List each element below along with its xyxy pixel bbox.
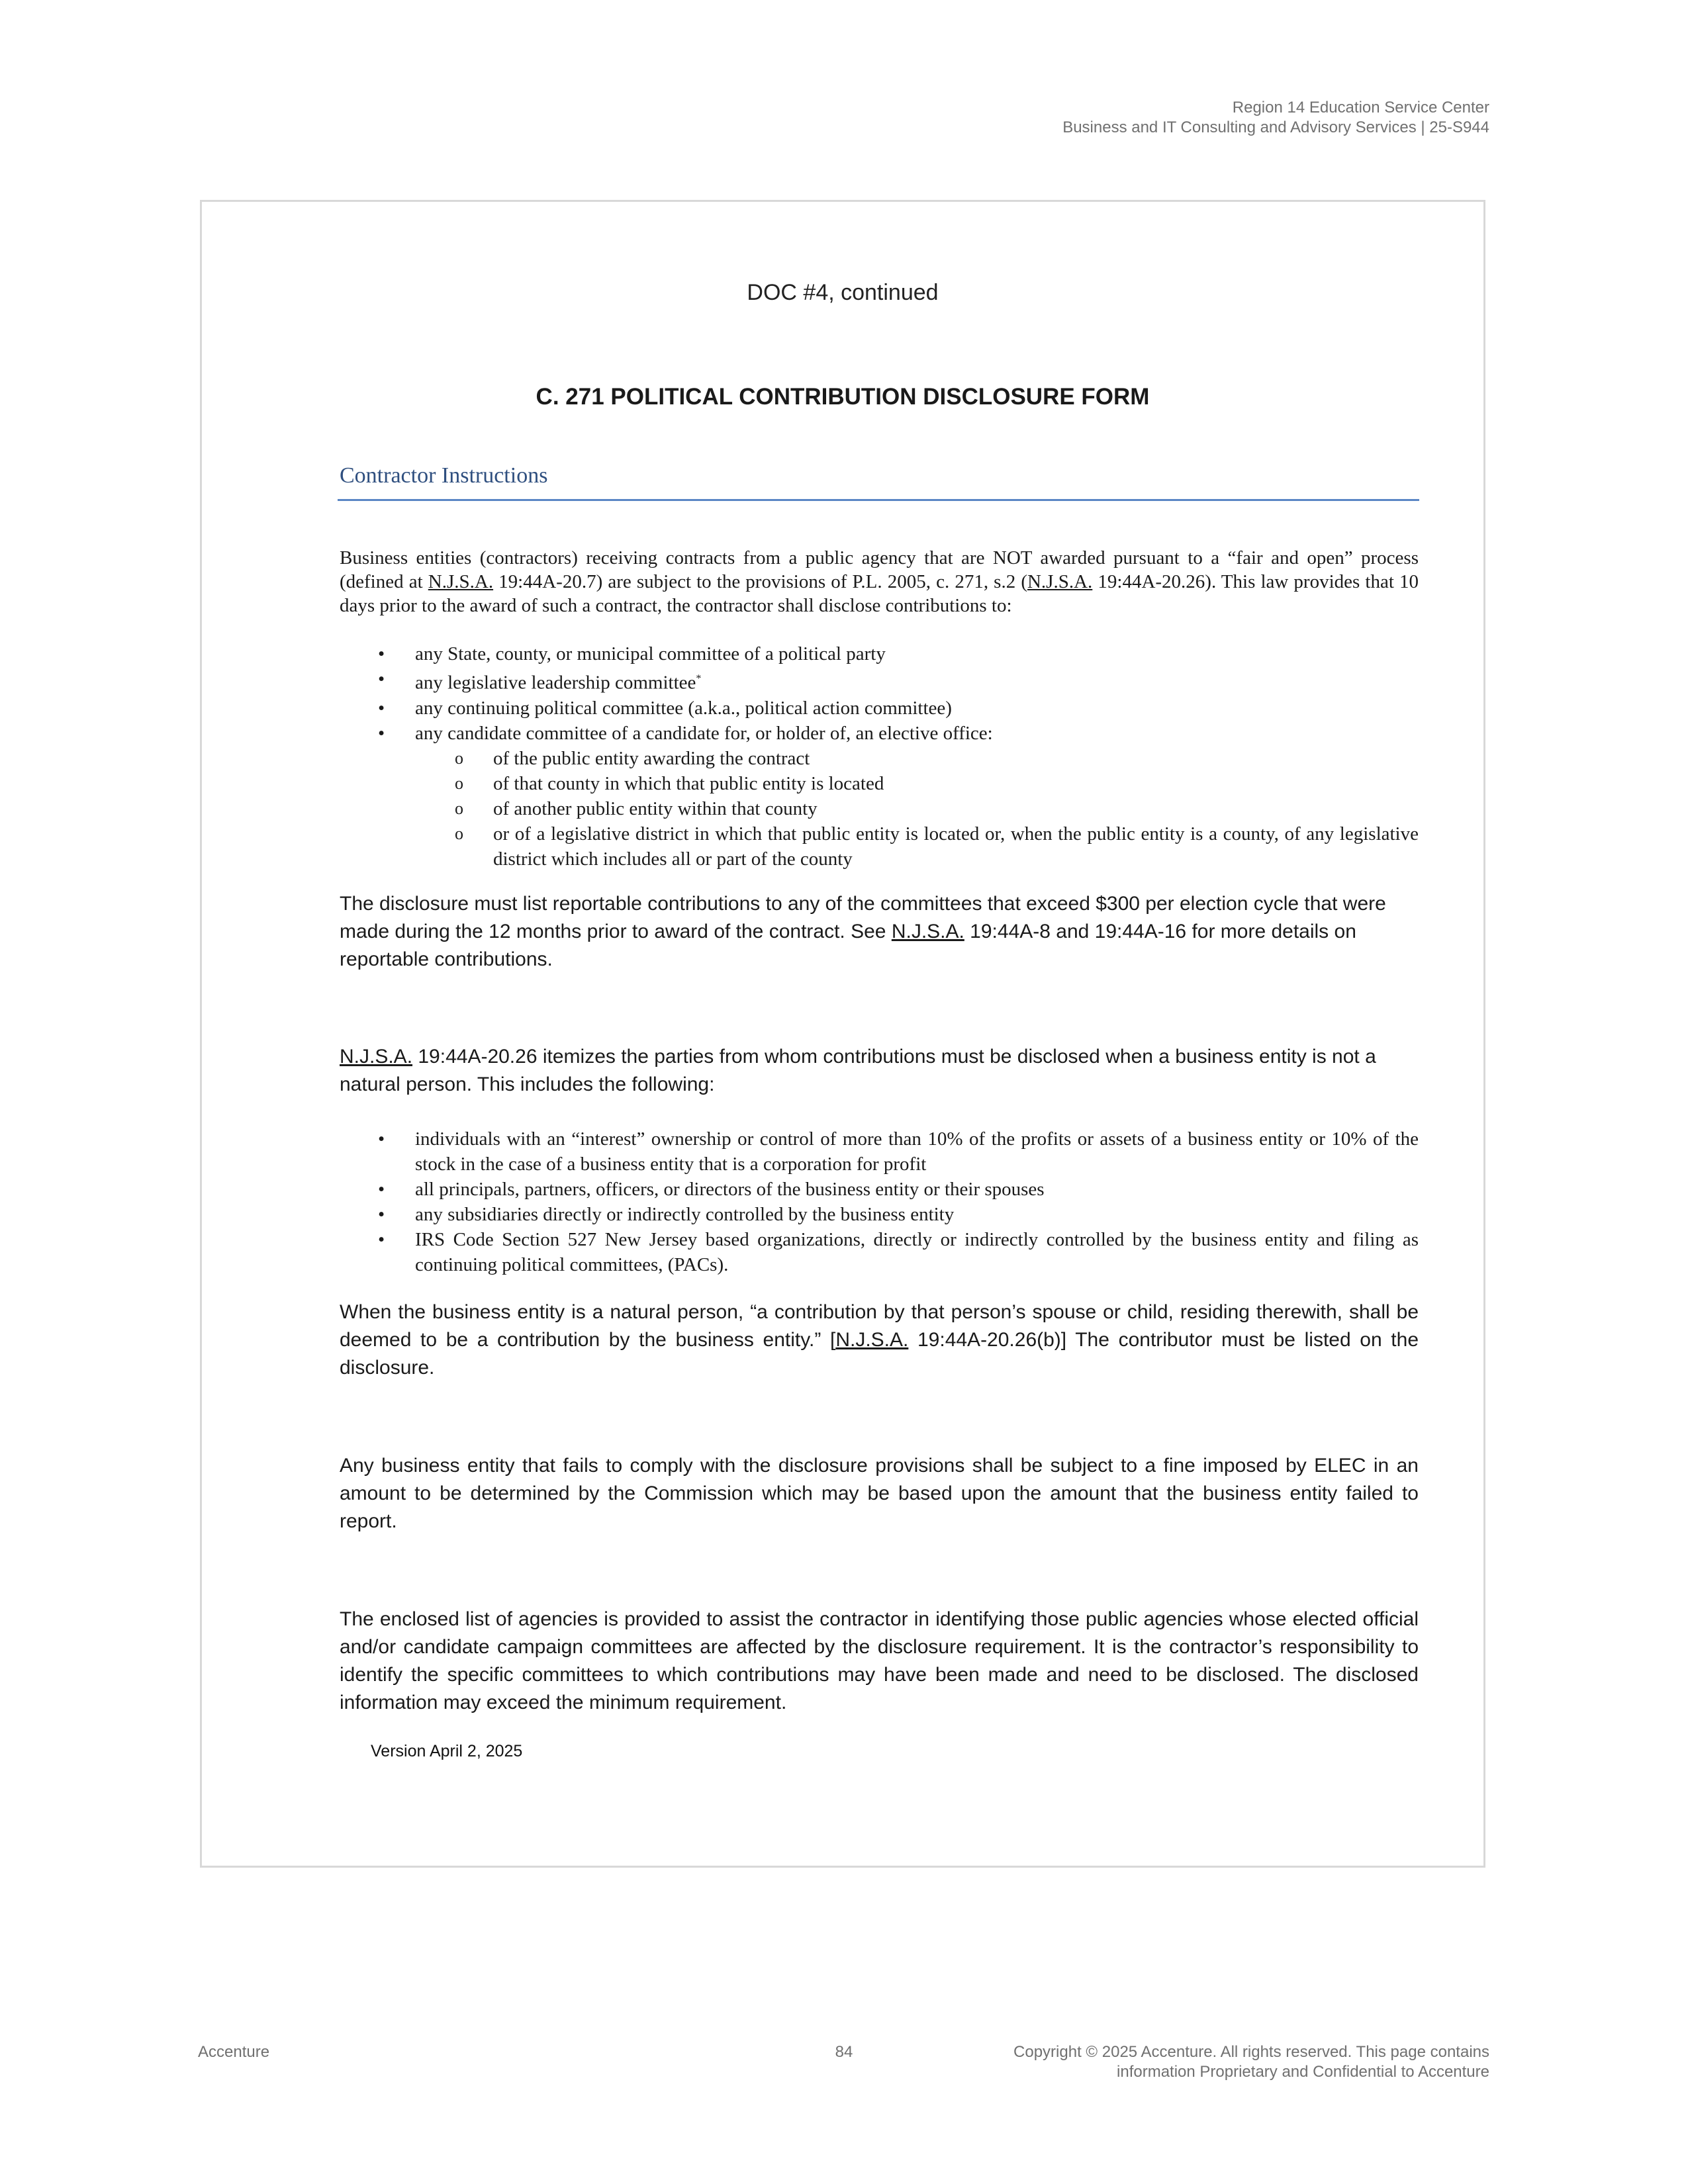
footer-company: Accenture	[198, 2043, 270, 2061]
heading-divider	[338, 499, 1419, 501]
fine-paragraph: Any business entity that fails to comply with the disclosure provisions shall be subject to a fine imposed by ELEC in an amount to be determined by the Commission which may be based upon the amount that the business entity failed to report.	[340, 1455, 1419, 1532]
list-item: • any candidate committee of a candidate for, or holder of, an elective office:	[378, 722, 993, 744]
list-item: • individuals with an “interest” ownership or control of more than 10% of the profits or assets of a business entity or 10% of the stock in the case of a business entity that is a corporation for profit	[378, 1128, 1419, 1175]
sub-list-item: o of the public entity awarding the contract	[455, 747, 810, 769]
form-title: C. 271 POLITICAL CONTRIBUTION DISCLOSURE FORM	[536, 384, 1150, 410]
page-header	[695, 98, 1489, 138]
statute-reference: N.J.S.A.	[428, 571, 494, 592]
agencies-paragraph: The enclosed list of agencies is provided to assist the contractor in identifying those public agencies whose elected official and/or candidate campaign committees are affected by the disclosure requirement. It is the contractor’s responsibility to identify the specific committees to which contributions may have been made and need to be disclosed. The disclosed information may exceed the minimum requirement.	[340, 1608, 1419, 1713]
header-project: Business and IT Consulting and Advisory Services | 25-S944	[1062, 118, 1489, 136]
disclosure-paragraph: The disclosure must list reportable contributions to any of the committees that exceed $300 per election cycle that were made during the 12 months prior to award of the contract. See N.J.S.A. 19:44A-8 and 19:44A-16 for more details on reportable contributions.	[340, 893, 1386, 970]
intro-paragraph: Business entities (contractors) receiving contracts from a public agency that are NOT awarded pursuant to a “fair and open” process (defined at N.J.S.A. 19:44A-20.7) are subject to the provisions of P.L. 2005, c. 271, s.2 (N.J.S.A. 19:44A-20.26). This law provides that 10 days prior to the award of such a contract, the contractor shall disclose contributions to:	[340, 547, 1419, 616]
embedded-document-frame	[200, 200, 1485, 1868]
sub-list-item: o of that county in which that public entity is located	[455, 772, 884, 794]
list-item: • IRS Code Section 527 New Jersey based organizations, directly or indirectly controlled by the business entity and filing as continuing political committees, (PACs).	[378, 1229, 1419, 1275]
statute-reference: N.J.S.A.	[1027, 571, 1093, 592]
footer-copyright: Copyright © 2025 Accenture. All rights reserved. This page contains information Proprietary and Confidential to Accenture	[1013, 2043, 1489, 2081]
header-organization: Region 14 Education Service Center	[1232, 99, 1489, 116]
committees-list	[340, 641, 1419, 872]
parties-paragraph: N.J.S.A. 19:44A-20.26 itemizes the parties from whom contributions must be disclosed when a business entity is not a natural person. This includes the following:	[340, 1046, 1376, 1095]
parties-list	[340, 1126, 1419, 1277]
instructions-heading: Contractor Instructions	[340, 463, 548, 488]
footnote-mark: *	[696, 673, 702, 684]
doc-reference: DOC #4, continued	[747, 280, 939, 305]
list-item: • any subsidiaries directly or indirectly controlled by the business entity	[378, 1204, 955, 1225]
natural-person-paragraph: When the business entity is a natural person, “a contribution by that person’s spouse or child, residing therewith, shall be deemed to be a contribution by the business entity.” [N.J.S.A. 19:44A-20.26(b)] The contributor must be listed on the disclosure.	[340, 1301, 1419, 1379]
statute-reference: N.J.S.A.	[835, 1329, 909, 1351]
sub-list-item: o or of a legislative district in which that public entity is located or, when the public entity is a county, of any legislative district which includes all or part of the county	[455, 823, 1419, 870]
list-item: • all principals, partners, officers, or directors of the business entity or their spouses	[378, 1179, 1045, 1200]
sub-list-item: o of another public entity within that county	[455, 797, 818, 819]
statute-reference: N.J.S.A.	[891, 921, 964, 942]
statute-reference: N.J.S.A.	[340, 1046, 413, 1068]
list-item: • any legislative leadership committee*	[378, 668, 702, 694]
page-number: 84	[835, 2043, 853, 2061]
list-item: • any continuing political committee (a.k.a., political action committee)	[378, 697, 952, 719]
list-item: • any State, county, or municipal committee of a political party	[378, 643, 886, 664]
version-label: Version April 2, 2025	[371, 1742, 523, 1760]
